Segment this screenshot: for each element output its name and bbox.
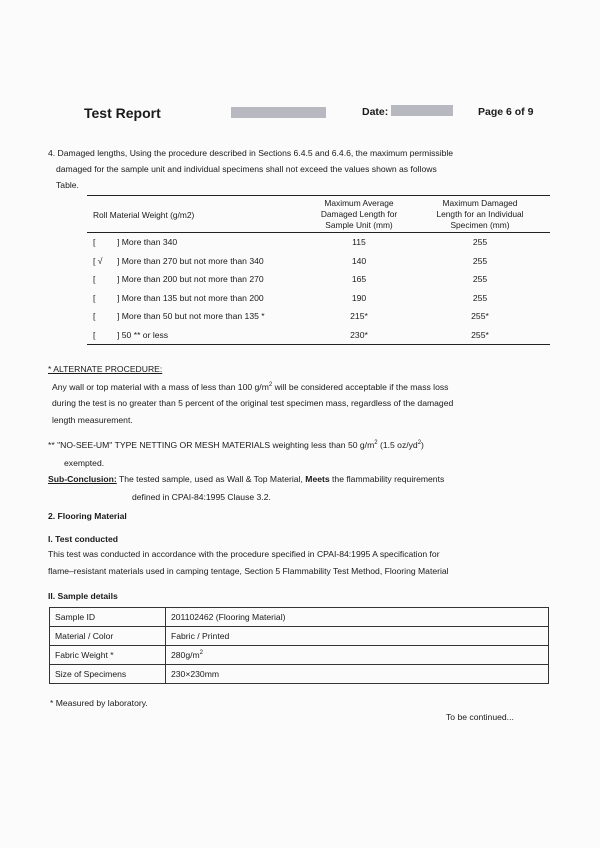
test-conducted-line1: This test was conducted in accordance with the procedure specified in CPAI-84:1995 A specification for xyxy=(48,549,440,559)
col-max-individual xyxy=(420,198,540,231)
test-conducted-line2: flame–resistant materials used in camping tentage, Section 5 Flammability Test Method, Flooring Material xyxy=(48,566,449,576)
sample-label: Size of Specimens xyxy=(50,665,166,684)
checkbox-bracket: [ xyxy=(93,274,96,284)
alternate-line3: length measurement. xyxy=(52,415,133,425)
nosee-line1 xyxy=(48,437,424,451)
meets-verdict: Meets xyxy=(305,474,330,484)
avg-length: 165 xyxy=(351,274,367,284)
report-header xyxy=(0,100,600,122)
individual-length: 255 xyxy=(472,274,488,284)
col-max-average-l1: Maximum Average xyxy=(324,198,394,208)
checkbox-bracket: [ xyxy=(93,311,96,321)
avg-length: 230* xyxy=(350,329,368,340)
avg-length: 215* xyxy=(350,311,368,321)
damage-length-table xyxy=(87,195,550,345)
individual-length: 255* xyxy=(471,311,489,321)
table-row xyxy=(87,233,550,252)
superscript: 2 xyxy=(199,650,204,657)
subconclusion-line2: defined in CPAI-84:1995 Clause 3.2. xyxy=(132,492,271,502)
nosee-line2: exempted. xyxy=(64,458,105,468)
superscript: 2 xyxy=(417,440,422,446)
sample-value: Fabric / Printed xyxy=(166,627,549,646)
col-max-average-l3: Sample Unit (mm) xyxy=(325,220,393,230)
redacted-date xyxy=(391,105,453,116)
checkbox-bracket-checked: [ √ xyxy=(93,255,103,266)
page-number: Page 6 of 9 xyxy=(478,106,534,118)
sample-value xyxy=(166,646,549,665)
weight-class: ] More than 340 xyxy=(117,237,178,247)
sample-label: Fabric Weight * xyxy=(50,646,166,665)
avg-length: 115 xyxy=(352,237,366,247)
sample-value: 201102462 (Flooring Material) xyxy=(166,608,549,627)
item4-line2: damaged for the sample unit and individual specimens shall not exceed the values shown as follows xyxy=(56,164,437,174)
subconclusion-line1 xyxy=(48,473,444,485)
checkbox-bracket: [ xyxy=(93,329,96,340)
weight-class: ] 50 ** or less xyxy=(117,329,169,340)
table-row xyxy=(87,270,550,289)
col-max-average-l2: Damaged Length for xyxy=(320,209,398,219)
redacted-block xyxy=(231,107,326,118)
sample-details-heading: II. Sample details xyxy=(48,591,118,601)
section-flooring-title: 2. Flooring Material xyxy=(48,511,127,521)
continued-note: To be continued... xyxy=(446,712,514,722)
fabric-weight-value: 280g/m xyxy=(171,650,200,660)
alternate-line2: during the test is no greater than 5 percent of the original test specimen mass, regardless of the damaged xyxy=(52,398,454,408)
item4-line1: 4. Damaged lengths, Using the procedure described in Sections 6.4.5 and 6.4.6, the maximum permissible xyxy=(48,148,454,158)
col-max-individual-l1: Maximum Damaged xyxy=(442,198,518,208)
col-roll-weight: Roll Material Weight (g/m2) xyxy=(93,210,195,220)
superscript: 2 xyxy=(374,440,378,446)
alternate-line1-b: will be considered acceptable if the mass loss xyxy=(272,381,449,392)
footnote: * Measured by laboratory. xyxy=(50,698,148,708)
col-max-individual-l2: Length for an Individual xyxy=(436,209,524,219)
weight-class: ] More than 135 but not more than 200 xyxy=(117,292,264,303)
individual-length: 255* xyxy=(471,329,489,340)
table-row xyxy=(50,608,549,627)
alternate-heading: * ALTERNATE PROCEDURE: xyxy=(48,364,163,374)
date-label: Date: xyxy=(362,106,389,118)
table-row xyxy=(87,326,550,345)
individual-length: 255 xyxy=(472,255,488,266)
table-row xyxy=(87,307,550,326)
nosee-line1-c: ) xyxy=(421,439,424,450)
alternate-line1 xyxy=(52,379,448,393)
checkbox-bracket: [ xyxy=(93,237,96,247)
checkbox-bracket: [ xyxy=(93,292,96,303)
table-header xyxy=(87,196,550,233)
weight-class: ] More than 270 but not more than 340 xyxy=(117,255,264,266)
subconclusion-text-a: The tested sample, used as Wall & Top Material, xyxy=(116,474,306,484)
sample-label: Sample ID xyxy=(50,608,166,627)
col-max-average xyxy=(309,198,409,231)
test-conducted-heading: I. Test conducted xyxy=(48,534,119,544)
item4-line3: Table. xyxy=(56,180,79,190)
weight-class: ] More than 200 but not more than 270 xyxy=(117,274,264,284)
avg-length: 190 xyxy=(351,292,367,303)
table-row xyxy=(50,665,549,684)
individual-length: 255 xyxy=(472,237,488,247)
table-row xyxy=(87,289,550,308)
subconclusion-label: Sub-Conclusion: xyxy=(48,474,117,484)
subconclusion-text-b: the flammability requirements xyxy=(329,474,445,484)
table-row xyxy=(50,627,549,646)
report-title: Test Report xyxy=(84,105,161,121)
nosee-line1-a: ** "NO-SEE-UM" TYPE NETTING OR MESH MATERIALS weighting less than 50 g/m xyxy=(48,439,375,450)
col-max-individual-l3: Specimen (mm) xyxy=(450,220,510,230)
alternate-line1-a: Any wall or top material with a mass of less than 100 g/m xyxy=(52,381,269,392)
sample-details-table xyxy=(49,607,549,684)
weight-class: ] More than 50 but not more than 135 * xyxy=(117,311,265,321)
avg-length: 140 xyxy=(351,255,367,266)
superscript: 2 xyxy=(268,382,273,388)
table-row xyxy=(87,252,550,271)
individual-length: 255 xyxy=(472,292,488,303)
nosee-line1-b: (1.5 oz/yd xyxy=(377,439,418,450)
sample-value: 230×230mm xyxy=(166,665,549,684)
table-row xyxy=(50,646,549,665)
sample-label: Material / Color xyxy=(50,627,166,646)
